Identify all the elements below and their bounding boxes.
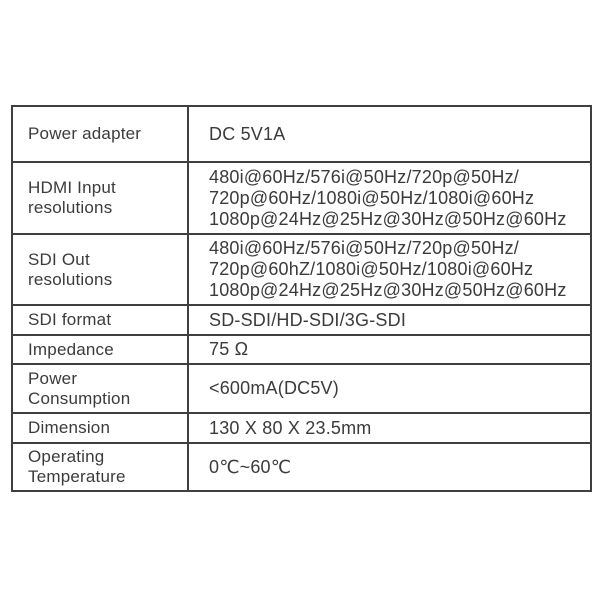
spec-value-sdi-format: SD-SDI/HD-SDI/3G-SDI — [188, 305, 591, 335]
spec-value-power-adapter: DC 5V1A — [188, 106, 591, 162]
spec-label-power-adapter: Power adapter — [12, 106, 188, 162]
spec-value-sdi-out-resolutions: 480i@60Hz/576i@50Hz/720p@50Hz/ 720p@60hZ/1080i@50Hz/1080i@60Hz 1080p@24Hz@25Hz@30Hz@50Hz@60Hz — [188, 234, 591, 305]
table-row-sdi-format — [12, 305, 591, 335]
spec-label-power-consumption: Power Consumption — [12, 364, 188, 413]
table-row-power-consumption — [12, 364, 591, 413]
spec-label-sdi-format: SDI format — [12, 305, 188, 335]
spec-value-hdmi-input-resolutions: 480i@60Hz/576i@50Hz/720p@50Hz/ 720p@60Hz/1080i@50Hz/1080i@60Hz 1080p@24Hz@25Hz@30Hz@50Hz@60Hz — [188, 162, 591, 234]
table-row-power-adapter — [12, 106, 591, 162]
spec-value-impedance: 75 Ω — [188, 335, 591, 364]
table-row-hdmi-input-resolutions — [12, 162, 591, 234]
table-row-sdi-out-resolutions — [12, 234, 591, 305]
spec-label-sdi-out-resolutions: SDI Out resolutions — [12, 234, 188, 305]
specifications-table — [11, 105, 592, 492]
spec-value-operating-temperature: 0℃~60℃ — [188, 443, 591, 491]
spec-label-impedance: Impedance — [12, 335, 188, 364]
table-row-impedance — [12, 335, 591, 364]
table-row-dimension — [12, 413, 591, 443]
table-row-operating-temperature — [12, 443, 591, 491]
spec-label-dimension: Dimension — [12, 413, 188, 443]
spec-label-operating-temperature: Operating Temperature — [12, 443, 188, 491]
spec-value-power-consumption: <600mA(DC5V) — [188, 364, 591, 413]
spec-label-hdmi-input-resolutions: HDMI Input resolutions — [12, 162, 188, 234]
spec-value-dimension: 130 X 80 X 23.5mm — [188, 413, 591, 443]
